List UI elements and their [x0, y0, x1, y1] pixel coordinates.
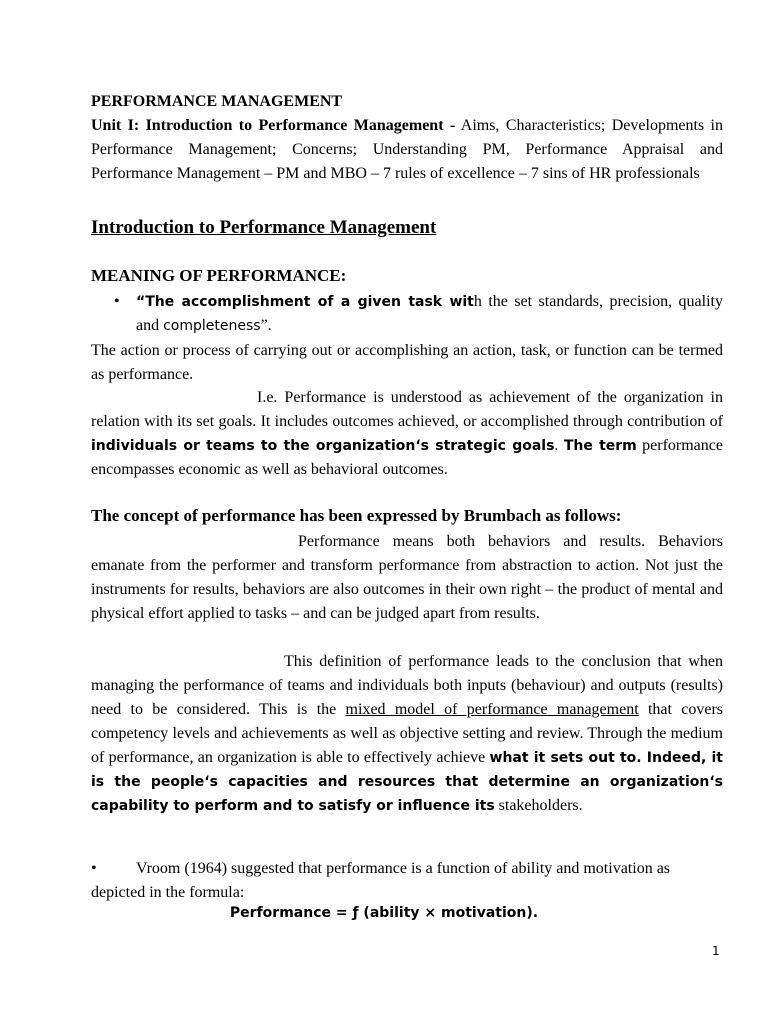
definition-rest: h the set standards, precision, quality and [136, 293, 723, 334]
paragraph-action: The action or process of carrying out or accomplishing an action, task, or function can be termed as performance. [91, 342, 723, 383]
bullet-dot-2: • [91, 860, 97, 877]
definition-text: This definition of performance leads to the conclusion that when managing the performance of teams and individuals both inputs (behaviour) and outputs (results) need to be considered. This is the [91, 653, 723, 718]
achievement-period: . [554, 437, 564, 454]
definition-bullet [136, 290, 723, 338]
definition-text-2: that covers competency levels and achievements as well as objective setting and review. Through the medium of performance, an organization is able to effectively achieve [91, 701, 724, 766]
performance-formula: Performance = ƒ (ability × motivation). [229, 905, 539, 921]
unit-description [91, 114, 723, 186]
page-number: 1 [712, 944, 720, 958]
bullet-dot: • [114, 293, 120, 310]
meaning-heading: MEANING OF PERFORMANCE: [91, 266, 347, 285]
unit-label: Unit I: Introduction to Performance Management - [91, 117, 456, 134]
unit-topics: Aims, Characteristics; Developments in Performance Management; Concerns; Understanding PM, Performance Appraisal and Performance Management – PM and MBO – 7 rules of excellence – 7 sins of HR professionals [91, 117, 724, 182]
definition-end: ”. [260, 317, 272, 334]
paragraph-brumbach: Performance means both behaviors and results. Behaviors emanate from the performer and transform performance from abstraction to action. Not just the instruments for results, behaviors are also outcomes in their own right – the product of mental and physical effort applied to tasks – and can be judged apart from results. [91, 533, 723, 622]
achievement-text: I.e. Performance is understood as achievement of the organization in relation with its set goals. It includes outcomes achieved, or accomplished through contribution of [91, 389, 723, 430]
brumbach-heading: The concept of performance has been expressed by Brumbach as follows: [91, 506, 622, 525]
paragraph-definition [91, 650, 723, 818]
achievement-bold: individuals or teams to the organization‘s strategic goals [91, 438, 555, 454]
definition-bold-start: “The accomplishment of a given task wit [136, 294, 474, 310]
achievement-term: The term [563, 438, 637, 454]
definition-completeness: completeness [163, 318, 261, 334]
definition-bold-people: what it sets out to. Indeed, it is the people‘s capacities and resources that determine an organization‘s capability to perform and to satisfy or influence its [91, 750, 723, 814]
paragraph-achievement [91, 386, 723, 482]
definition-stakeholders: stakeholders. [494, 797, 583, 814]
document-title: PERFORMANCE MANAGEMENT [91, 93, 343, 110]
paragraph-vroom: Vroom (1964) suggested that performance is a function of ability and motivation as depicted in the formula: [91, 860, 671, 901]
mixed-model-link[interactable]: mixed model of performance management [345, 701, 639, 718]
section-title: Introduction to Performance Management [91, 217, 437, 238]
achievement-end: performance encompasses economic as well as behavioral outcomes. [91, 437, 723, 478]
